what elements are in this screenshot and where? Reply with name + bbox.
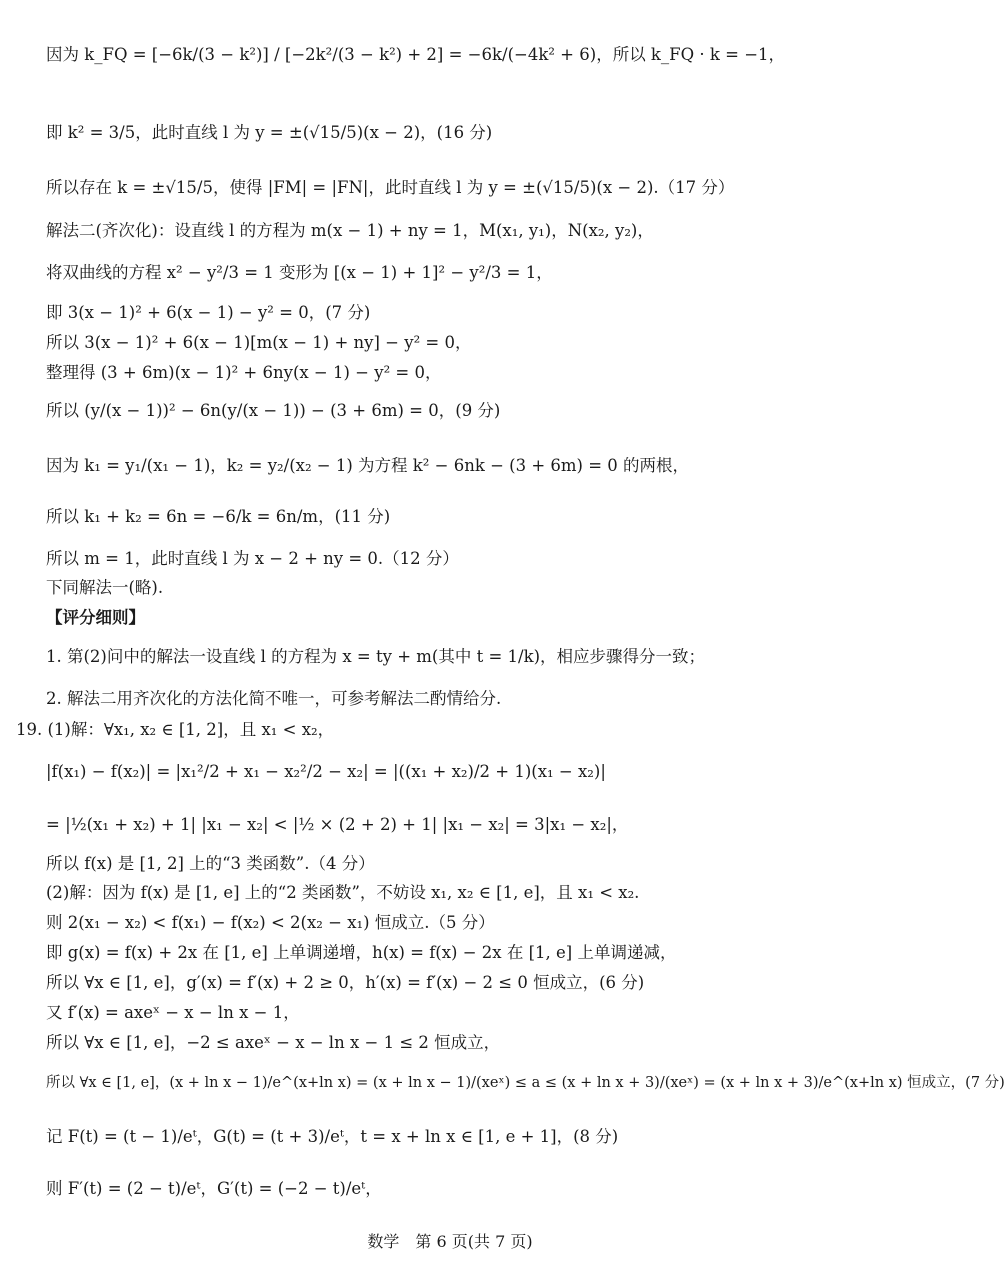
text-line: 2. 解法二用齐次化的方法化简不唯一，可参考解法二酌情给分. xyxy=(46,689,502,708)
text-line: 将双曲线的方程 x² − y²/3 = 1 变形为 [(x − 1) + 1]² − y²/3 = 1， xyxy=(46,263,553,282)
text-line: 整理得 (3 + 6m)(x − 1)² + 6ny(x − 1) − y² = 0， xyxy=(46,363,442,382)
text-line: 即 3(x − 1)² + 6(x − 1) − y² = 0，(7 分) xyxy=(46,303,371,322)
text-line: 解法二(齐次化)：设直线 l 的方程为 m(x − 1) + ny = 1，M(x₁, y₁)，N(x₂, y₂)， xyxy=(46,221,654,240)
text-line: (2)解：因为 f(x) 是 [1, e] 上的“2 类函数”，不妨设 x₁, x₂ ∈ [1, e]，且 x₁ < x₂. xyxy=(46,883,640,902)
problem-number-line: 19. (1)解：∀x₁, x₂ ∈ [1, 2]，且 x₁ < x₂， xyxy=(16,720,335,739)
text-line: 所以存在 k = ±√15/5，使得 |FM| = |FN|，此时直线 l 为 y = ±(√15/5)(x − 2).（17 分） xyxy=(46,178,735,197)
section-heading: 【评分细则】 xyxy=(46,608,145,627)
text-line: 即 g(x) = f(x) + 2x 在 [1, e] 上单调递增，h(x) = f(x) − 2x 在 [1, e] 上单调递减， xyxy=(46,943,677,962)
text-line: = |½(x₁ + x₂) + 1| |x₁ − x₂| < |½ × (2 + 2) + 1| |x₁ − x₂| = 3|x₁ − x₂|， xyxy=(46,815,629,834)
text-line: 所以 3(x − 1)² + 6(x − 1)[m(x − 1) + ny] − y² = 0， xyxy=(46,333,472,352)
page-footer: 数学 第 6 页(共 7 页) xyxy=(367,1232,533,1251)
text-line: 所以 m = 1，此时直线 l 为 x − 2 + ny = 0.（12 分） xyxy=(46,549,459,568)
text-line: 则 F′(t) = (2 − t)/eᵗ，G′(t) = (−2 − t)/eᵗ， xyxy=(46,1179,382,1198)
text-line: 因为 k_FQ = [−6k/(3 − k²)] / [−2k²/(3 − k²) + 2] = −6k/(−4k² + 6)，所以 k_FQ · k = −1， xyxy=(46,45,786,64)
text-line: |f(x₁) − f(x₂)| = |x₁²/2 + x₁ − x₂²/2 − x₂| = |((x₁ + x₂)/2 + 1)(x₁ − x₂)| xyxy=(46,762,606,781)
text-line: 1. 第(2)问中的解法一设直线 l 的方程为 x = ty + m(其中 t = 1/k)，相应步骤得分一致； xyxy=(46,647,706,666)
text-line: 因为 k₁ = y₁/(x₁ − 1)，k₂ = y₂/(x₂ − 1) 为方程 k² − 6nk − (3 + 6m) = 0 的两根， xyxy=(46,456,690,475)
text-line: 下同解法一(略). xyxy=(46,578,164,597)
text-line: 即 k² = 3/5，此时直线 l 为 y = ±(√15/5)(x − 2)，(16 分) xyxy=(46,123,493,142)
text-line: 所以 ∀x ∈ [1, e]，g′(x) = f′(x) + 2 ≥ 0，h′(x) = f′(x) − 2 ≤ 0 恒成立，(6 分) xyxy=(46,973,645,992)
text-line: 所以 f(x) 是 [1, 2] 上的“3 类函数”.（4 分） xyxy=(46,854,375,873)
text-line: 则 2(x₁ − x₂) < f(x₁) − f(x₂) < 2(x₂ − x₁) 恒成立.（5 分） xyxy=(46,913,495,932)
text-line: 所以 (y/(x − 1))² − 6n(y/(x − 1)) − (3 + 6m) = 0，(9 分) xyxy=(46,401,501,420)
text-line: 所以 ∀x ∈ [1, e]，−2 ≤ axeˣ − x − ln x − 1 ≤ 2 恒成立， xyxy=(46,1033,501,1052)
text-line: 所以 ∀x ∈ [1, e]，(x + ln x − 1)/e^(x+ln x) = (x + ln x − 1)/(xeˣ) ≤ a ≤ (x + ln x + 3)/(xeˣ) = (x + ln x + 3)/e^(x+ln x) 恒成立，(7 分) xyxy=(46,1075,1005,1091)
text-line: 记 F(t) = (t − 1)/eᵗ，G(t) = (t + 3)/eᵗ，t = x + ln x ∈ [1, e + 1]，(8 分) xyxy=(46,1127,619,1146)
text-line: 又 f′(x) = axeˣ − x − ln x − 1， xyxy=(46,1003,300,1022)
text-line: 所以 k₁ + k₂ = 6n = −6/k = 6n/m，(11 分) xyxy=(46,507,391,526)
